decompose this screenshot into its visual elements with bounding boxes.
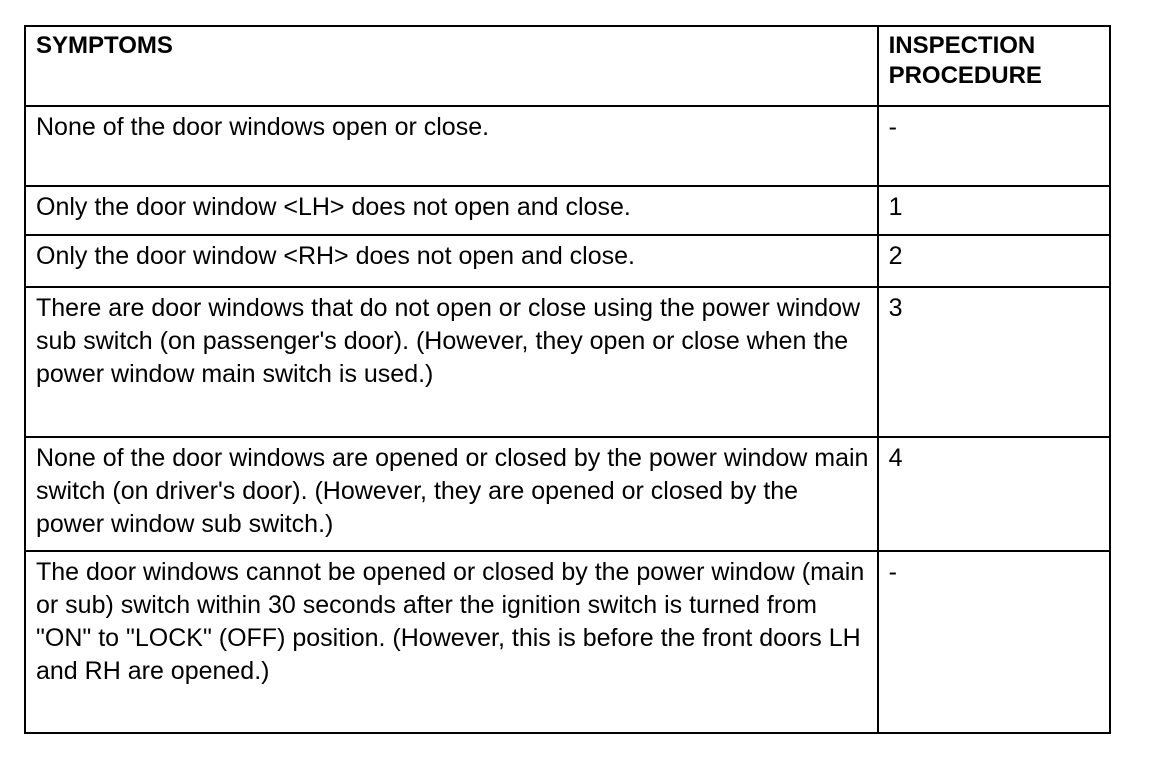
procedure-cell: 1 <box>878 186 1110 235</box>
symptom-cell: There are door windows that do not open or close using the power window sub switch (on passenger's door). (However, they open or close when the power window main switch is used.) <box>25 287 878 437</box>
symptom-cell: None of the door windows are opened or closed by the power window main switch (on driver's door). (However, they are opened or closed by the power window sub switch.) <box>25 437 878 551</box>
table-row <box>25 551 1110 733</box>
procedure-cell: 3 <box>878 287 1110 437</box>
table-row <box>25 106 1110 186</box>
table-row <box>25 287 1110 437</box>
header-row <box>25 26 1110 106</box>
table-row <box>25 235 1110 287</box>
procedure-cell: 2 <box>878 235 1110 287</box>
procedure-cell: - <box>878 551 1110 733</box>
table-row <box>25 437 1110 551</box>
symptom-cell: Only the door window <RH> does not open and close. <box>25 235 878 287</box>
symptom-cell: None of the door windows open or close. <box>25 106 878 186</box>
symptom-cell: Only the door window <LH> does not open and close. <box>25 186 878 235</box>
procedure-cell: - <box>878 106 1110 186</box>
table-row <box>25 186 1110 235</box>
procedure-cell: 4 <box>878 437 1110 551</box>
symptoms-header: SYMPTOMS <box>25 26 878 106</box>
symptom-cell: The door windows cannot be opened or closed by the power window (main or sub) switch within 30 seconds after the ignition switch is turned from "ON" to "LOCK" (OFF) position. (However, this is before the front doors LH and RH are opened.) <box>25 551 878 733</box>
symptom-table <box>24 25 1111 734</box>
procedure-header: INSPECTION PROCEDURE <box>878 26 1110 106</box>
